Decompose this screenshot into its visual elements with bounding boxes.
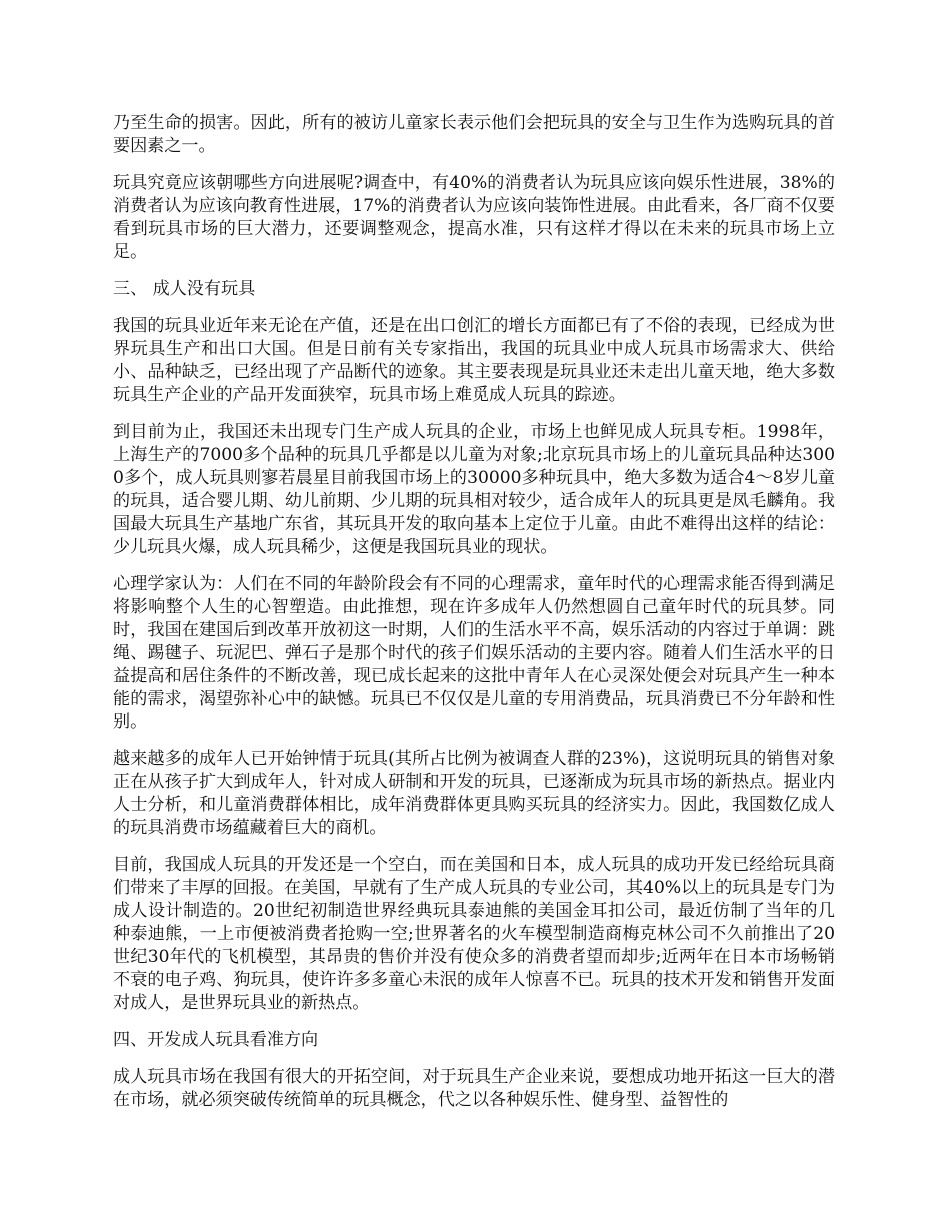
document-page xyxy=(113,112,835,1126)
paragraph: 到目前为止，我国还未出现专门生产成人玩具的企业，市场上也鲜见成人玩具专柜。1998年，上海生产的7000多个品种的玩具几乎都是以儿童为对象;北京玩具市场上的儿童玩具品种达3000多个，成人玩具则寥若晨星目前我国市场上的30000多种玩具中，绝大多数为适合4～8岁儿童的玩具，适合婴儿期、幼儿前期、少儿期的玩具相对较少，适合成年人的玩具更是凤毛麟角。我国最大玩具生产基地广东省，其玩具开发的取向基本上定位于儿童。由此不难得出这样的结论：少儿玩具火爆，成人玩具稀少，这便是我国玩具业的现状。 xyxy=(113,422,835,557)
paragraph: 玩具究竟应该朝哪些方向进展呢?调查中，有40%的消费者认为玩具应该向娱乐性进展，38%的消费者认为应该向教育性进展，17%的消费者认为应该向装饰性进展。由此看来，各厂商不仅要看到玩具市场的巨大潜力，还要调整观念，提高水准，只有这样才得以在未来的玩具市场上立足。 xyxy=(113,173,835,262)
paragraph: 目前，我国成人玩具的开发还是一个空白，而在美国和日本，成人玩具的成功开发已经给玩具商们带来了丰厚的回报。在美国，早就有了生产成人玩具的专业公司，其40%以上的玩具是专门为成人设计制造的。20世纪初制造世界经典玩具泰迪熊的美国金耳扣公司，最近仿制了当年的几种泰迪熊，一上市便被消费者抢购一空;世界著名的火车模型制造商梅克林公司不久前推出了20世纪30年代的飞机模型，其昂贵的售价并没有使众多的消费者望而却步;近两年在日本市场畅销不衰的电子鸡、狗玩具，使许许多多童心未泯的成年人惊喜不已。玩具的技术开发和销售开发面对成人，是世界玩具业的新热点。 xyxy=(113,855,835,1013)
section-heading: 三、 成人没有玩具 xyxy=(113,279,256,299)
paragraph: 我国的玩具业近年来无论在产值，还是在出口创汇的增长方面都已有了不俗的表现，已经成为世界玩具生产和出口大国。但是日前有关专家指出，我国的玩具业中成人玩具市场需求大、供给小、品种缺乏，已经出现了产品断代的迹象。其主要表现是玩具业还未走出儿童天地，绝大多数玩具生产企业的产品开发面狭窄，玩具市场上难觅成人玩具的踪迹。 xyxy=(113,316,835,405)
paragraph: 越来越多的成年人已开始钟情于玩具(其所占比例为被调查人群的23%)，这说明玩具的销售对象正在从孩子扩大到成年人，针对成人研制和开发的玩具，已逐渐成为玩具市场的新热点。据业内人士分析，和儿童消费群体相比，成年消费群体更具购买玩具的经济实力。因此，我国数亿成人的玩具消费市场蕴藏着巨大的商机。 xyxy=(113,749,835,838)
paragraph: 成人玩具市场在我国有很大的开拓空间，对于玩具生产企业来说，要想成功地开拓这一巨大的潜在市场，就必须突破传统简单的玩具概念，代之以各种娱乐性、健身型、益智性的 xyxy=(113,1067,835,1110)
paragraph: 心理学家认为：人们在不同的年龄阶段会有不同的心理需求，童年时代的心理需求能否得到满足将影响整个人生的心智塑造。由此推想，现在许多成年人仍然想圆自己童年时代的玩具梦。同时，我国在建国后到改革开放初这一时期，人们的生活水平不高，娱乐活动的内容过于单调：跳绳、踢毽子、玩泥巴、弹石子是那个时代的孩子们娱乐活动的主要内容。随着人们生活水平的日益提高和居住条件的不断改善，现已成长起来的这批中青年人在心灵深处便会对玩具产生一种本能的需求，渴望弥补心中的缺憾。玩具已不仅仅是儿童的专用消费品，玩具消费已不分年龄和性别。 xyxy=(113,574,835,732)
section-heading: 四、开发成人玩具看准方向 xyxy=(113,1030,319,1050)
paragraph: 乃至生命的损害。因此，所有的被访儿童家长表示他们会把玩具的安全与卫生作为选购玩具的首要因素之一。 xyxy=(113,113,835,156)
